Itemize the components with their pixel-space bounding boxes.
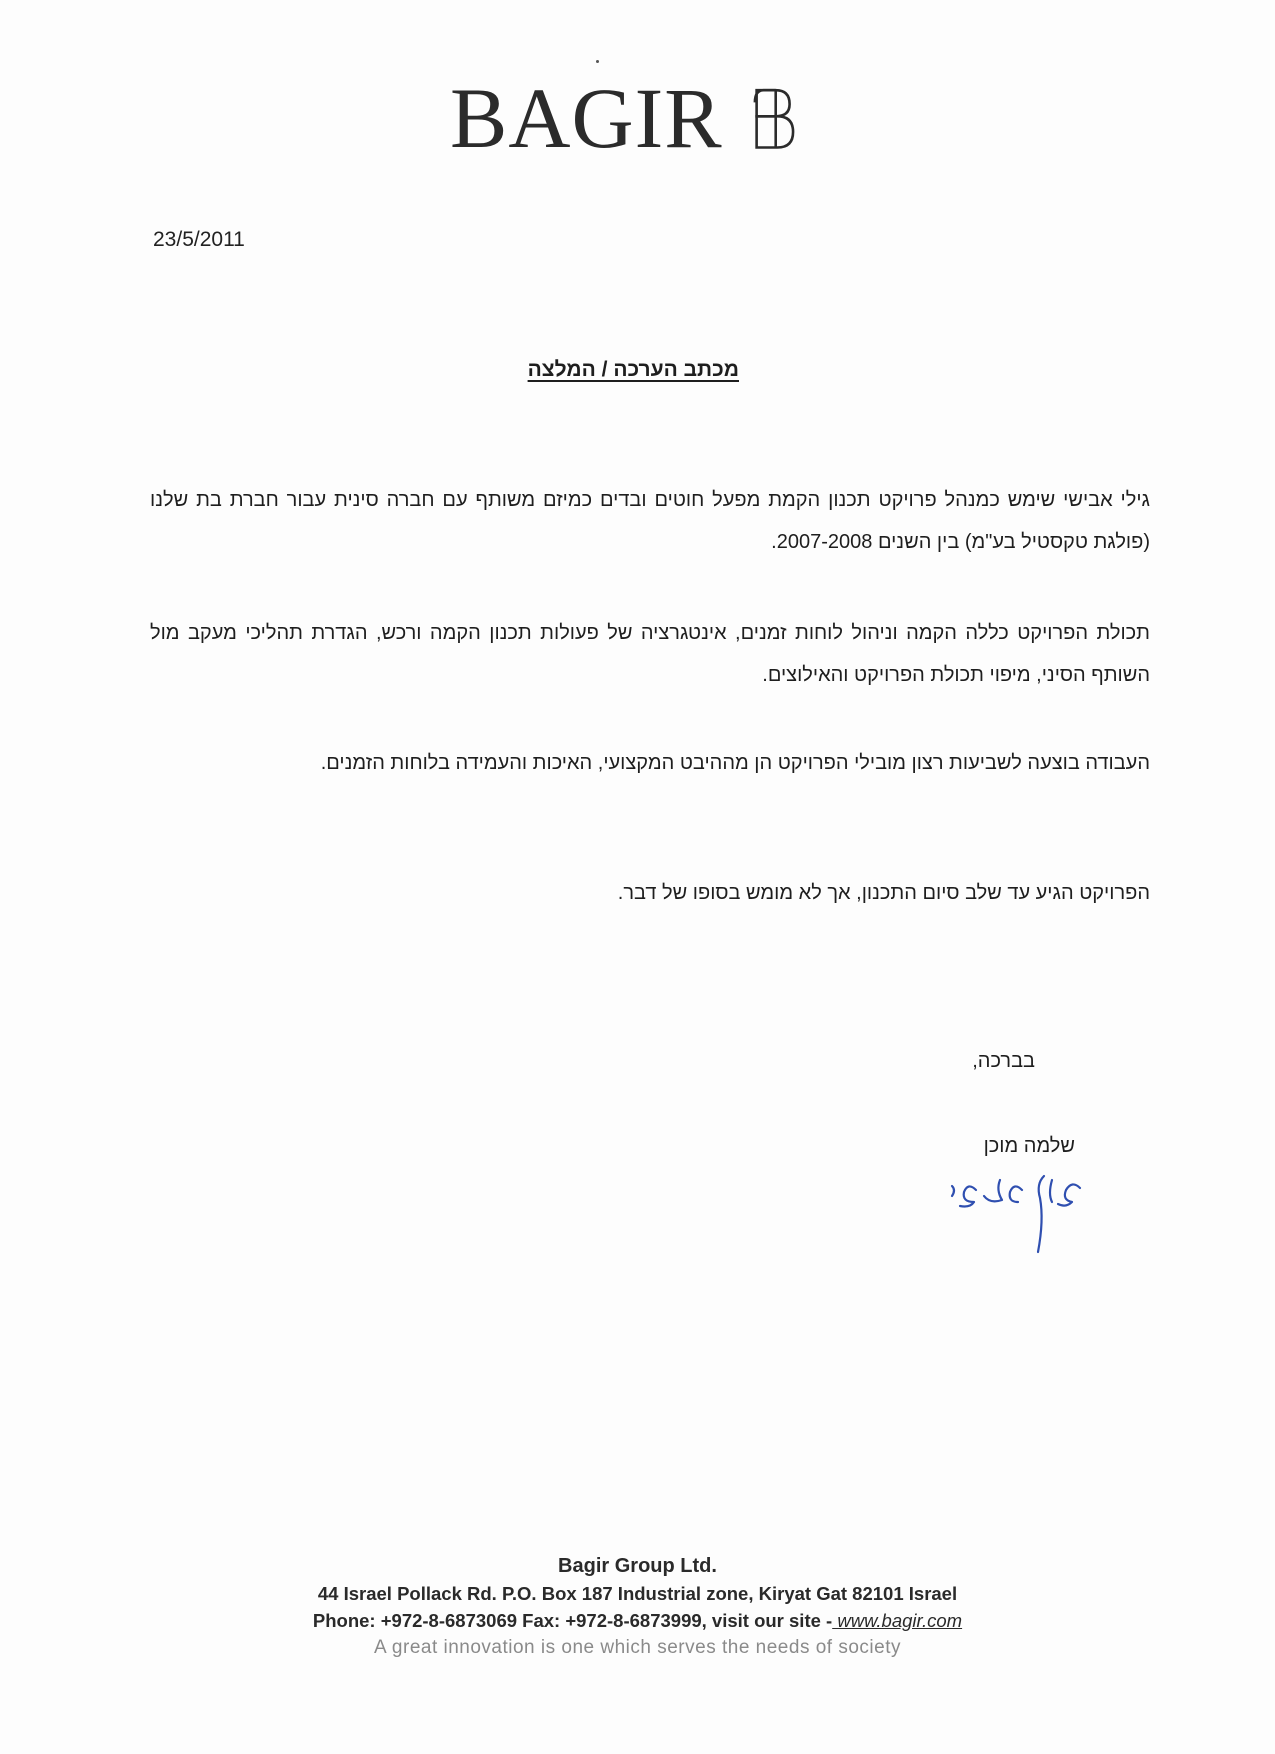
- letter-date: 23/5/2011: [153, 228, 245, 251]
- footer-tagline: A great innovation is one which serves the needs of society: [374, 1637, 901, 1658]
- paragraph: גילי אבישי שימש כמנהל פרויקט תכנון הקמת מפעל חוטים ובדים כמיזם משותף עם חברה סינית עבור חברת בת שלנו (פולגת טקסטיל בע"מ) בין השנים 2007-2008.: [150, 489, 1150, 553]
- footer-contact: [0, 1610, 1275, 1632]
- paragraph: הפרויקט הגיע עד שלב סיום התכנון, אך לא מומש בסופו של דבר.: [617, 882, 1150, 904]
- logo-wordmark: BAGIR: [450, 70, 723, 166]
- letter-title: מכתב הערכה / המלצה: [527, 358, 739, 381]
- signer-name: שלמה מוכן: [983, 1135, 1075, 1157]
- company-logo: [450, 72, 810, 164]
- footer-phone-fax: Phone: +972-8-6873069 Fax: +972-8-6873999, visit our site -: [312, 1610, 833, 1631]
- footer-website-link[interactable]: www.bagir.com: [832, 1610, 963, 1631]
- footer-company: Bagir Group Ltd.: [558, 1555, 717, 1577]
- paragraph: העבודה בוצעה לשביעות רצון מובילי הפרויקט הן מההיבט המקצועי, האיכות והעמידה בלוחות הזמנים.: [320, 752, 1150, 774]
- closing-salutation: בברכה,: [972, 1050, 1035, 1072]
- bb-monogram-icon: [741, 80, 810, 156]
- handwritten-signature: [940, 1150, 1090, 1260]
- footer-address: 44 Israel Pollack Rd. P.O. Box 187 Industrial zone, Kiryat Gat 82101 Israel: [317, 1583, 958, 1604]
- logo-dot: [596, 60, 599, 63]
- paragraph: תכולת הפרויקט כללה הקמה וניהול לוחות זמנים, אינטגרציה של פעולות תכנון הקמה ורכש, הגדרת תהליכי מעקב מול השותף הסיני, מיפוי תכולת הפרויקט והאילוצים.: [150, 622, 1150, 686]
